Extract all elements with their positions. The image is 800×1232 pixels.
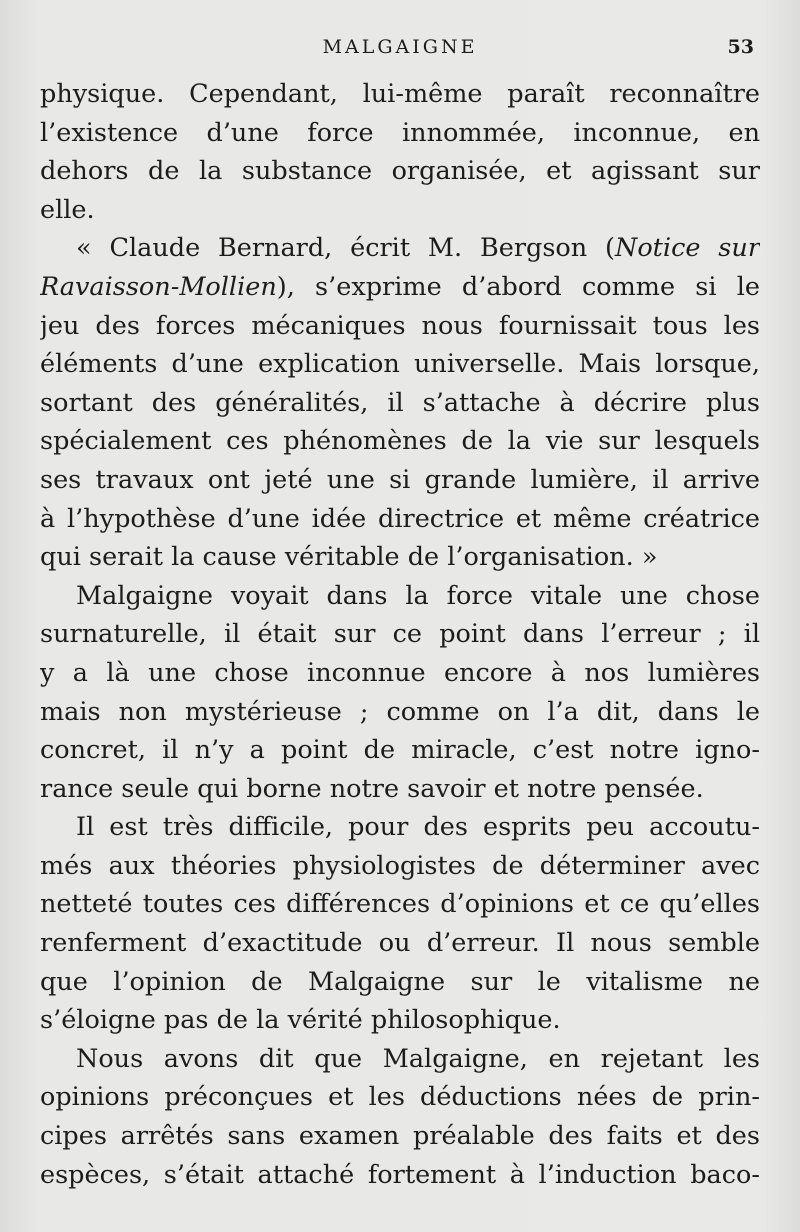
text-line: mais non mystérieuse ; comme on l’a dit, dans le: [40, 696, 760, 727]
text-line: ses travaux ont jeté une si grande lumière, il arrive: [40, 464, 760, 495]
text-line: Il est très difficile, pour des esprits peu accoutu-: [76, 812, 760, 843]
text-line: netteté toutes ces différences d’opinions et ce qu’elles: [40, 889, 760, 920]
text-line: physique. Cependant, lui-même paraît reconnaître: [40, 79, 760, 109]
text-line: qui serait la cause véritable de l’organisation. »: [40, 542, 658, 573]
running-title: MALGAIGNE: [322, 36, 478, 58]
page-number: 53: [727, 36, 754, 58]
text-fragment: ), s’exprime d’abord comme si le: [276, 271, 760, 302]
text-line: éléments d’une explication universelle. Mais lorsque,: [40, 349, 760, 380]
text-line: spécialement ces phénomènes de la vie sur lesquels: [40, 426, 760, 457]
text-line: rance seule qui borne notre savoir et notre pensée.: [40, 773, 704, 804]
text-line: s’éloigne pas de la vérité philosophique.: [40, 1005, 561, 1036]
italic-title: Ravaisson-Mollien: [40, 271, 277, 302]
text-fragment: « Claude Bernard, écrit M. Bergson (: [76, 233, 616, 264]
italic-title: Notice sur: [615, 233, 760, 264]
text-line: concret, il n’y a point de miracle, c’est notre igno-: [40, 735, 760, 766]
text-line: renferment d’exactitude ou d’erreur. Il nous semble: [40, 928, 760, 959]
text-line: l’existence d’une force innommée, inconnue, en: [40, 117, 760, 148]
text-line: espèces, s’était attaché fortement à l’induction baco-: [40, 1159, 760, 1190]
text-line: [40, 268, 760, 307]
running-head: [0, 36, 800, 62]
text-line: elle.: [40, 194, 95, 225]
text-line: y a là une chose inconnue encore à nos lumières: [40, 657, 760, 688]
text-line: jeu des forces mécaniques nous fournissait tous les: [40, 310, 760, 341]
text-line: Malgaigne voyait dans la force vitale une chose: [76, 580, 760, 611]
text-line: surnaturelle, il était sur ce point dans l’erreur ; il: [40, 619, 760, 650]
text-line: que l’opinion de Malgaigne sur le vitalisme ne: [40, 966, 760, 997]
text-line: à l’hypothèse d’une idée directrice et même créatrice: [40, 503, 760, 534]
text-line: opinions préconçues et les déductions nées de prin-: [40, 1082, 760, 1113]
text-line: dehors de la substance organisée, et agissant sur: [40, 156, 760, 187]
text-line: [40, 229, 760, 268]
text-line: sortant des généralités, il s’attache à décrire plus: [40, 387, 760, 418]
text-line: Nous avons dit que Malgaigne, en rejetant les: [76, 1043, 760, 1074]
text-line: cipes arrêtés sans examen préalable des faits et des: [40, 1121, 760, 1152]
text-line: més aux théories physiologistes de déterminer avec: [40, 850, 760, 881]
body-text: [40, 75, 760, 1194]
